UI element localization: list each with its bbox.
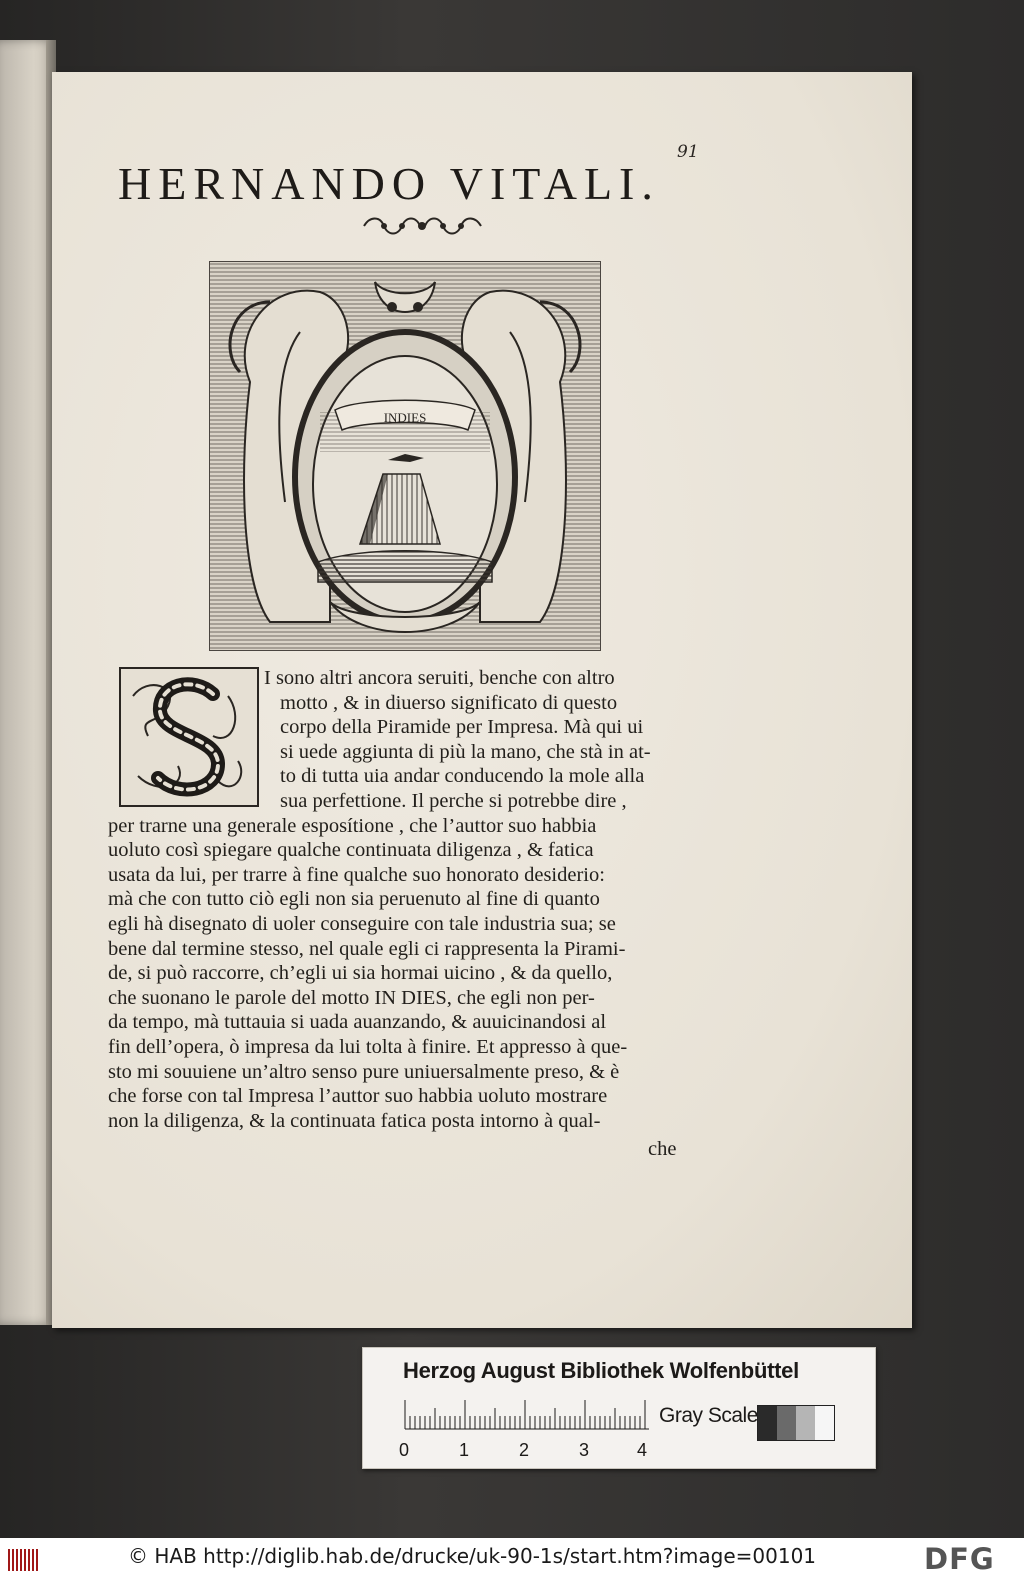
gray-swatch [758, 1406, 777, 1440]
scale-number: 0 [399, 1440, 410, 1460]
text-line: fin dell’opera, ò impresa da lui tolta à finire. Et appresso à que- [108, 1035, 628, 1058]
previous-page-edge [0, 40, 56, 1325]
scale-number: 1 [459, 1440, 470, 1460]
text-line: che forse con tal Impresa l’auttor suo habbia uoluto mostrare [108, 1085, 608, 1108]
text-line: bene dal termine stesso, nel quale egli ci rappresenta la Pirami- [108, 937, 626, 960]
gray-scale-label: Gray Scale [659, 1404, 758, 1427]
text-line: che suonano le parole del motto IN DIES, che egli non per- [108, 986, 595, 1009]
text-line: sto mi souuiene un’altro senso pure uniuersalmente preso, & è [108, 1060, 620, 1083]
printers-ornament [360, 213, 485, 239]
text-line: motto , & in diuerso significato di questo [280, 691, 618, 714]
text-line: da tempo, mà tuttauia si uada auanzando, & auuicinandosi al [108, 1011, 607, 1034]
text-line: si uede aggiunta di più la mano, che stà in at- [280, 740, 651, 763]
text-line: per trarne una generale esposítione , che l’auttor suo habbia [108, 814, 597, 837]
footer-bar [0, 1538, 1024, 1580]
body-text [108, 666, 720, 1133]
text-line: de, si può raccorre, ch’egli ui sia hormai uicino , & da quello, [108, 962, 613, 985]
library-name: Herzog August Bibliothek Wolfenbüttel [403, 1358, 799, 1383]
motto-banner: INDIES [383, 410, 427, 425]
text-line: egli hà disegnato di uoler conseguire con tale industria sua; se [108, 912, 616, 935]
scale-number: 4 [637, 1440, 648, 1460]
text-line: corpo della Piramide per Impresa. Mà qui ui [280, 716, 644, 739]
scale-number: 3 [579, 1440, 590, 1460]
text-line: to di tutta uia andar conducendo la mole alla [280, 765, 645, 788]
scale-ruler [403, 1400, 653, 1430]
pyramid-emblem-illustration [210, 262, 600, 650]
gray-scale-swatches [757, 1405, 835, 1441]
gray-swatch [796, 1406, 815, 1440]
footer-credit-link[interactable]: © HAB http://diglib.hab.de/drucke/uk-90-1s/start.htm?image=00101 [128, 1544, 817, 1568]
text-line: I sono altri ancora seruiti, benche con altro [264, 667, 615, 689]
library-logo-icon [6, 1546, 40, 1574]
gray-swatch [777, 1406, 796, 1440]
page-number: 91 [677, 142, 699, 162]
page-title: HERNANDO VITALI. [118, 158, 660, 209]
calibration-card [362, 1347, 876, 1469]
catchword: che [648, 1138, 677, 1160]
gray-swatch [815, 1406, 834, 1440]
dfg-logo: DFG [924, 1542, 995, 1576]
text-line: non la diligenza, & la continuata fatica posta intorno à qual- [108, 1109, 601, 1132]
text-line: mà che con tutto ciò egli non sia peruenuto al fine di quanto [108, 888, 600, 911]
emblem-engraving [209, 261, 601, 651]
text-line: uoluto così spiegare qualche continuata diligenza , & fatica [108, 839, 594, 862]
scale-number: 2 [519, 1440, 530, 1460]
text-line: usata da lui, per trarre à fine qualche suo honorato desiderio: [108, 863, 605, 886]
text-line: sua perfettione. Il perche si potrebbe dire , [280, 789, 627, 812]
